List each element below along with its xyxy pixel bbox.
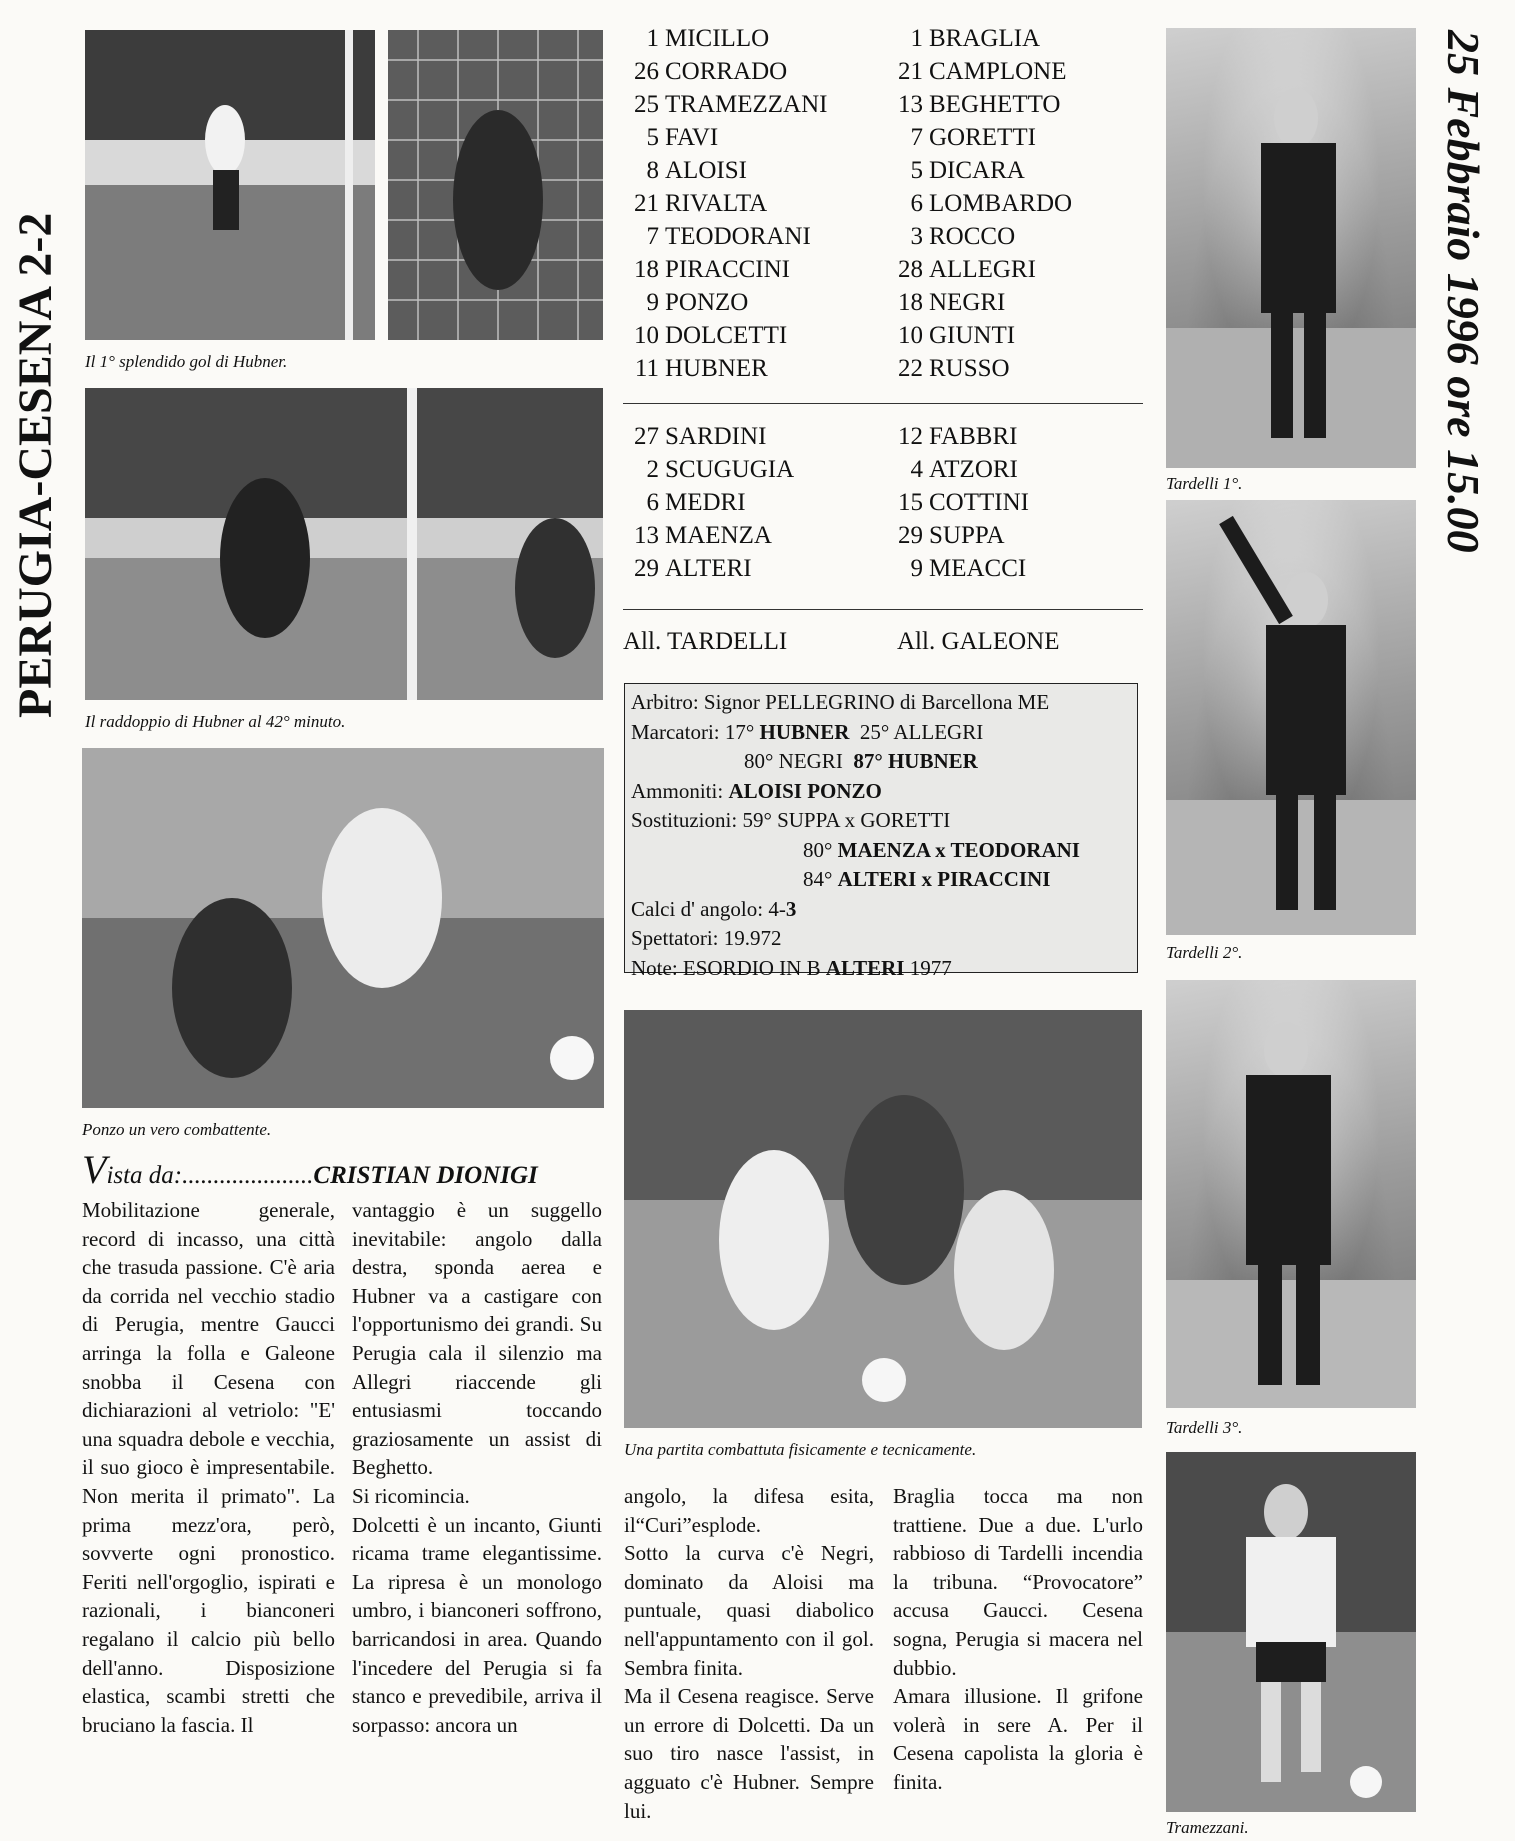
lineup-divider-2	[623, 609, 1143, 610]
goal1-photo-left-image	[85, 30, 375, 340]
ponzo-photo	[82, 748, 604, 1108]
goal2-photo	[85, 388, 603, 700]
goal2-photo-image	[85, 388, 603, 700]
ponzo-photo-image	[82, 748, 604, 1108]
scorers-line-1: Marcatori: 17° HUBNER 25° ALLEGRI	[631, 719, 984, 744]
article-paragraph: Si ricomincia.	[352, 1483, 470, 1508]
player-row: 7 TEODORANI	[646, 223, 811, 250]
tardelli3-photo-image	[1166, 980, 1416, 1408]
tardelli2-photo-image	[1166, 500, 1416, 935]
tardelli3-photo	[1166, 980, 1416, 1408]
player-row: 8 ALOISI	[646, 157, 747, 184]
goal1-photo-right	[388, 30, 603, 340]
ponzo-caption: Ponzo un vero combattente.	[82, 1120, 272, 1139]
article-paragraph: Mobilitazione generale, record di incasso, una città che trasuda passione. C'è aria da corrida nel vecchio stadio di Perugia, mentre Gaucci arringa la folla e Galeone snobba il Cesena con dichiarazioni al vetriolo: "E' una squadra debole e vecchia, il suo gioco è impresentabile. Non merita il primato". La prima mezz'ora, però, sovverte ogni pronostico. Feriti nell'orgoglio, ispirati e razionali, i bianconeri regalano il calcio più bello dell'anno. Disposizione elastica, scambi stretti che bruciano la fascia. Il	[82, 1198, 335, 1737]
home-starters	[623, 22, 827, 385]
article-paragraph: angolo, la difesa esita, il“Curi”esplode.	[624, 1484, 874, 1537]
player-row: 4 ATZORI	[910, 456, 1018, 483]
notes: Note: ESORDIO IN B ALTERI 1977	[631, 955, 952, 980]
away-starters	[887, 22, 1072, 385]
byline-label: ista da:.....................	[106, 1162, 314, 1189]
article-column-1	[82, 1196, 335, 1739]
player-row: 9 MEACCI	[910, 555, 1027, 582]
player-row: 22 RUSSO	[898, 355, 1010, 382]
player-row: 9 PONZO	[646, 289, 749, 316]
player-row: 18 PIRACCINI	[634, 256, 791, 283]
article-byline	[82, 1146, 538, 1193]
subs-line-3: 84° ALTERI x PIRACCINI	[803, 867, 1051, 891]
byline-initial: V	[82, 1147, 107, 1192]
match-title: PERUGIA-CESENA 2-2	[9, 212, 62, 718]
player-row: 5 FAVI	[646, 124, 719, 151]
player-row: 18 NEGRI	[898, 289, 1006, 316]
player-row: 10 DOLCETTI	[634, 322, 788, 349]
player-row: 3 ROCCO	[910, 223, 1016, 250]
player-row: 1 MICILLO	[646, 25, 770, 52]
goal1-photo-left	[85, 30, 375, 340]
article-column-2	[352, 1196, 602, 1739]
player-row: 26 CORRADO	[634, 58, 788, 85]
player-row: 2 SCUGUGIA	[646, 456, 795, 483]
away-coach: All. GALEONE	[897, 628, 1060, 655]
home-coach: All. TARDELLI	[623, 628, 788, 655]
tardelli2-photo	[1166, 500, 1416, 935]
goal1-caption: Il 1° splendido gol di Hubner.	[85, 352, 288, 371]
player-row: 6 MEDRI	[646, 489, 746, 516]
tardelli3-caption: Tardelli 3°.	[1166, 1418, 1243, 1437]
player-row: 12 FABBRI	[898, 423, 1018, 450]
player-row: 7 GORETTI	[910, 124, 1036, 151]
article-paragraph: Dolcetti è un incanto, Giunti ricama trame elegantissime. La ripresa è un monologo umbro, i bianconeri soffrono, barricandosi in area. Quando l'incedere del Perugia si fa stanco e prevedibile, arriva il sorpasso: ancora un	[352, 1512, 602, 1737]
article-paragraph: Braglia tocca ma non trattiene. Due a due. L'urlo rabbioso di Tardelli incendia la tribuna. “Provocatore” accusa Gaucci. Cesena sogna, Perugia si macera nel dubbio.	[893, 1484, 1143, 1680]
player-row: 15 COTTINI	[898, 489, 1029, 516]
player-row: 5 DICARA	[910, 157, 1025, 184]
home-bench	[623, 420, 794, 585]
player-row: 6 LOMBARDO	[910, 190, 1073, 217]
article-paragraph: Amara illusione. Il grifone volerà in sere A. Per il Cesena capolista la gloria è finita.	[893, 1684, 1143, 1794]
player-row: 25 TRAMEZZANI	[634, 91, 828, 118]
subs-line-1: Sostituzioni: 59° SUPPA x GORETTI	[631, 808, 951, 832]
byline-author: CRISTIAN DIONIGI	[313, 1162, 538, 1189]
corners: Calci d' angolo: 4-3	[631, 896, 797, 921]
article-column-4	[893, 1482, 1143, 1797]
match-photo-image	[624, 1010, 1142, 1428]
article-paragraph: Sotto la curva c'è Negri, dominato da Aloisi ma puntuale, quasi diabolico nell'appuntamento con il gol. Sembra finita.	[624, 1541, 874, 1680]
tramezzani-caption: Tramezzani.	[1166, 1818, 1249, 1837]
player-row: 13 MAENZA	[634, 522, 772, 549]
tramezzani-photo-image	[1166, 1452, 1416, 1812]
referee: Arbitro: Signor PELLEGRINO di Barcellona ME	[631, 690, 1050, 714]
scorers-line-2: 80° NEGRI 87° HUBNER	[744, 749, 978, 773]
tardelli1-photo-image	[1166, 28, 1416, 468]
goal2-caption: Il raddoppio di Hubner al 42° minuto.	[85, 712, 346, 731]
player-row: 29 SUPPA	[898, 522, 1005, 549]
match-photo	[624, 1010, 1142, 1428]
player-row: 10 GIUNTI	[898, 322, 1016, 349]
tramezzani-photo	[1166, 1452, 1416, 1812]
player-row: 13 BEGHETTO	[898, 91, 1061, 118]
tardelli2-caption: Tardelli 2°.	[1166, 943, 1243, 962]
article-paragraph: Ma il Cesena reagisce. Serve un errore di Dolcetti. Da un suo tiro nasce l'assist, in agguato c'è Hubner. Sempre lui.	[624, 1684, 874, 1823]
article-paragraph: vantaggio è un suggello inevitabile: angolo dalla destra, sponda aerea e Hubner va a castigare con l'opportunismo dei grandi. Su Perugia cala il silenzio ma Allegri riaccende gli entusiasmi toccando graziosamente un assist di Beghetto.	[352, 1198, 602, 1480]
away-bench	[887, 420, 1029, 585]
player-row: 29 ALTERI	[634, 555, 752, 582]
player-row: 21 CAMPLONE	[898, 58, 1067, 85]
player-row: 11 HUBNER	[634, 355, 768, 382]
subs-line-2: 80° MAENZA x TEODORANI	[803, 837, 1080, 862]
lineup-divider-1	[623, 403, 1143, 404]
tardelli1-caption: Tardelli 1°.	[1166, 474, 1243, 493]
booked: Ammoniti: ALOISI PONZO	[631, 778, 882, 803]
player-row: 27 SARDINI	[634, 423, 767, 450]
match-caption: Una partita combattuta fisicamente e tecnicamente.	[624, 1440, 977, 1459]
player-row: 21 RIVALTA	[634, 190, 768, 217]
goal-net-graphic	[388, 30, 603, 340]
tardelli1-photo	[1166, 28, 1416, 468]
player-row: 1 BRAGLIA	[910, 25, 1041, 52]
match-info-box	[624, 683, 1138, 980]
article-column-3	[624, 1482, 874, 1825]
match-date: 25 Febbraio 1996 ore 15.00	[1438, 30, 1489, 553]
spectators: Spettatori: 19.972	[631, 926, 782, 950]
player-row: 28 ALLEGRI	[898, 256, 1036, 283]
